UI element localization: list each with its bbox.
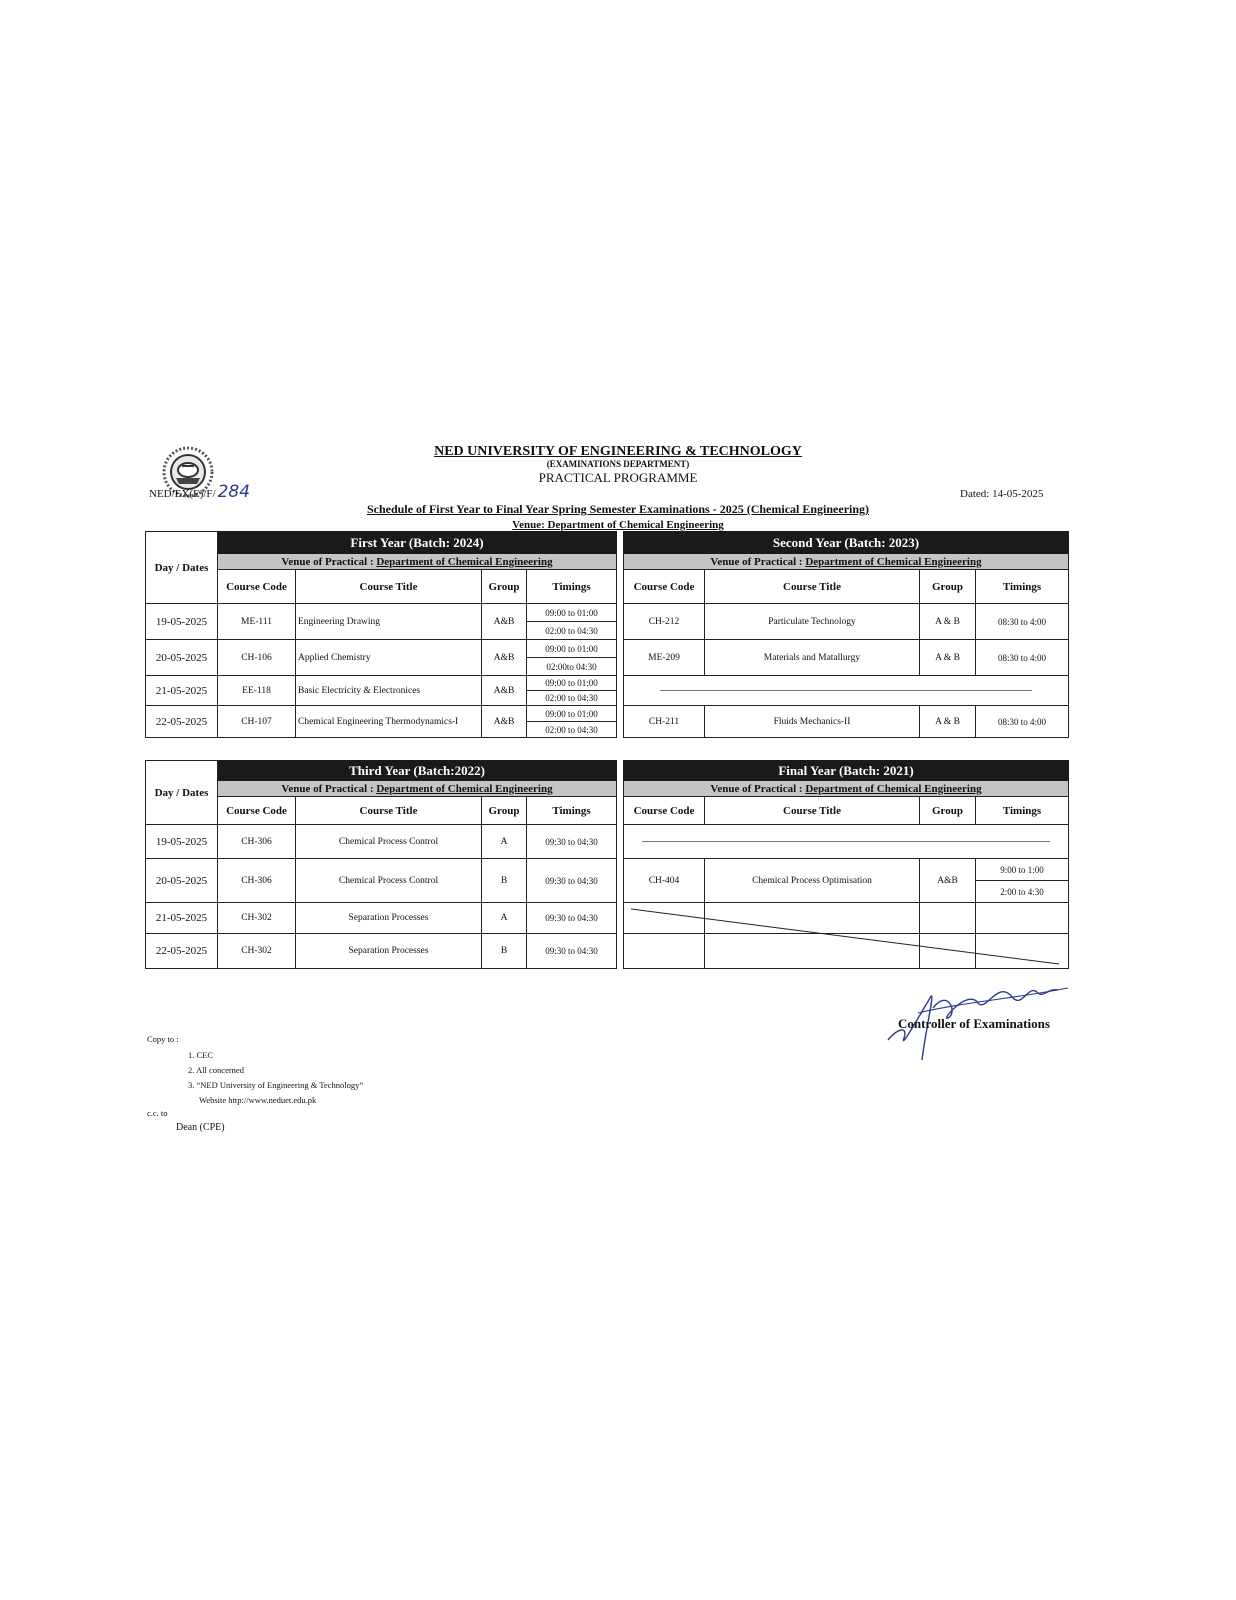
- row-date: 22-05-2025: [146, 706, 218, 738]
- course-title: Chemical Engineering Thermodynamics-I: [296, 706, 482, 738]
- website-line: Website http://www.neduet.edu.pk: [199, 1095, 317, 1105]
- timing-afternoon: 02:00 to 04:30: [527, 691, 617, 706]
- timing: 09:30 to 04:30: [527, 825, 617, 859]
- group: A&B: [920, 859, 976, 903]
- timing-afternoon: 2:00 to 4:30: [976, 881, 1069, 903]
- group: A & B: [920, 604, 976, 640]
- timings-header: Timings: [976, 570, 1069, 604]
- timing-afternoon: 02:00 to 04:30: [527, 722, 617, 738]
- no-exam-row: [624, 825, 1069, 859]
- course-code: CH-302: [218, 903, 296, 934]
- timing: 08:30 to 4:00: [976, 604, 1069, 640]
- list-item: 3. “NED University of Engineering & Technology”: [188, 1080, 364, 1090]
- list-item: 1. CEC: [188, 1050, 214, 1060]
- timing-morning: 09:00 to 01:00: [527, 640, 617, 658]
- course-code: CH-211: [624, 706, 705, 738]
- programme-title: PRACTICAL PROGRAMME: [538, 470, 698, 485]
- day-dates-header: Day / Dates: [146, 761, 218, 825]
- course-code: ME-209: [624, 640, 705, 676]
- course-title: Engineering Drawing: [296, 604, 482, 640]
- timing: 09:30 to 04:30: [527, 859, 617, 903]
- strike-line: [623, 904, 1068, 974]
- day-dates-header: Day / Dates: [146, 532, 218, 604]
- first-year-title: First Year (Batch: 2024): [218, 532, 617, 554]
- course-code: ME-111: [218, 604, 296, 640]
- course-title: Particulate Technology: [705, 604, 920, 640]
- timing-morning: 9:00 to 1:00: [976, 859, 1069, 881]
- cc-recipient: Dean (CPE): [176, 1122, 225, 1133]
- schedule-title: Schedule of First Year to Final Year Spring Semester Examinations - 2025 (Chemical Engineering): [366, 502, 870, 516]
- row-date: 21-05-2025: [146, 903, 218, 934]
- course-code-header: Course Code: [218, 797, 296, 825]
- group: A: [482, 903, 527, 934]
- timings-header: Timings: [527, 570, 617, 604]
- course-code-header: Course Code: [624, 570, 705, 604]
- timing: 09:30 to 04:30: [527, 934, 617, 969]
- group-header: Group: [920, 797, 976, 825]
- venue-of-practical: Venue of Practical : Department of Chemical Engineering: [624, 781, 1069, 797]
- timings-header: Timings: [527, 797, 617, 825]
- venue-title: Venue: Department of Chemical Engineering: [512, 519, 724, 531]
- group-header: Group: [920, 570, 976, 604]
- row-date: 19-05-2025: [146, 604, 218, 640]
- course-code-header: Course Code: [218, 570, 296, 604]
- third-year-title: Third Year (Batch:2022): [218, 761, 617, 781]
- row-date: 20-05-2025: [146, 859, 218, 903]
- timing: 08:30 to 4:00: [976, 706, 1069, 738]
- course-code: CH-107: [218, 706, 296, 738]
- controller-of-examinations: Controller of Examinations: [898, 1016, 1050, 1031]
- final-year-title: Final Year (Batch: 2021): [624, 761, 1069, 781]
- course-code: CH-306: [218, 825, 296, 859]
- group: A&B: [482, 706, 527, 738]
- copy-to-list: [188, 1048, 363, 1108]
- group: A & B: [920, 640, 976, 676]
- row-date: 22-05-2025: [146, 934, 218, 969]
- course-code-header: Course Code: [624, 797, 705, 825]
- department-name: (EXAMINATIONS DEPARTMENT): [546, 459, 690, 469]
- course-code: CH-404: [624, 859, 705, 903]
- second-year-title: Second Year (Batch: 2023): [624, 532, 1069, 554]
- row-date: 20-05-2025: [146, 640, 218, 676]
- course-title: Applied Chemistry: [296, 640, 482, 676]
- list-item: 2. All concerned: [188, 1065, 244, 1075]
- course-code: EE-118: [218, 676, 296, 706]
- course-title: Materials and Matallurgy: [705, 640, 920, 676]
- venue-of-practical: Venue of Practical : Department of Chemical Engineering: [218, 781, 617, 797]
- course-title: Basic Electricity & Electronices: [296, 676, 482, 706]
- course-title: Separation Processes: [296, 934, 482, 969]
- course-code: CH-302: [218, 934, 296, 969]
- row-date: 21-05-2025: [146, 676, 218, 706]
- reference-number: NED/EX(E)/F/ 284: [149, 482, 251, 502]
- timing-morning: 09:00 to 01:00: [527, 604, 617, 622]
- course-code: CH-106: [218, 640, 296, 676]
- dated-label: Dated: 14-05-2025: [960, 488, 1044, 500]
- course-code: CH-212: [624, 604, 705, 640]
- group: A: [482, 825, 527, 859]
- group: B: [482, 859, 527, 903]
- venue-of-practical: Venue of Practical : Department of Chemical Engineering: [624, 554, 1069, 570]
- timing: 09:30 to 04:30: [527, 903, 617, 934]
- group-header: Group: [482, 797, 527, 825]
- no-exam-row: [624, 676, 1069, 706]
- cc-label: c.c. to: [147, 1108, 168, 1118]
- course-title: Fluids Mechanics-II: [705, 706, 920, 738]
- blank-line: [642, 841, 1051, 842]
- university-name: NED UNIVERSITY OF ENGINEERING & TECHNOLOGY: [434, 444, 802, 459]
- timing-afternoon: 02:00to 04:30: [527, 658, 617, 676]
- copy-to-label: Copy to :: [147, 1034, 179, 1044]
- course-title: Chemical Process Control: [296, 825, 482, 859]
- group-header: Group: [482, 570, 527, 604]
- group: A&B: [482, 640, 527, 676]
- timing-afternoon: 02:00 to 04:30: [527, 622, 617, 640]
- first-year-table: [145, 531, 617, 738]
- course-title-header: Course Title: [296, 570, 482, 604]
- timing: 08:30 to 4:00: [976, 640, 1069, 676]
- course-title: Chemical Process Control: [296, 859, 482, 903]
- course-code: CH-306: [218, 859, 296, 903]
- venue-of-practical: Venue of Practical : Department of Chemical Engineering: [218, 554, 617, 570]
- group: A&B: [482, 604, 527, 640]
- group: A & B: [920, 706, 976, 738]
- course-title-header: Course Title: [705, 797, 920, 825]
- course-title-header: Course Title: [705, 570, 920, 604]
- second-year-table: [623, 531, 1069, 738]
- course-title: Chemical Process Optimisation: [705, 859, 920, 903]
- timing-morning: 09:00 to 01:00: [527, 706, 617, 722]
- third-year-table: [145, 760, 617, 969]
- blank-line: [660, 690, 1033, 691]
- row-date: 19-05-2025: [146, 825, 218, 859]
- group: B: [482, 934, 527, 969]
- course-title: Separation Processes: [296, 903, 482, 934]
- timings-header: Timings: [976, 797, 1069, 825]
- course-title-header: Course Title: [296, 797, 482, 825]
- timing-morning: 09:00 to 01:00: [527, 676, 617, 691]
- group: A&B: [482, 676, 527, 706]
